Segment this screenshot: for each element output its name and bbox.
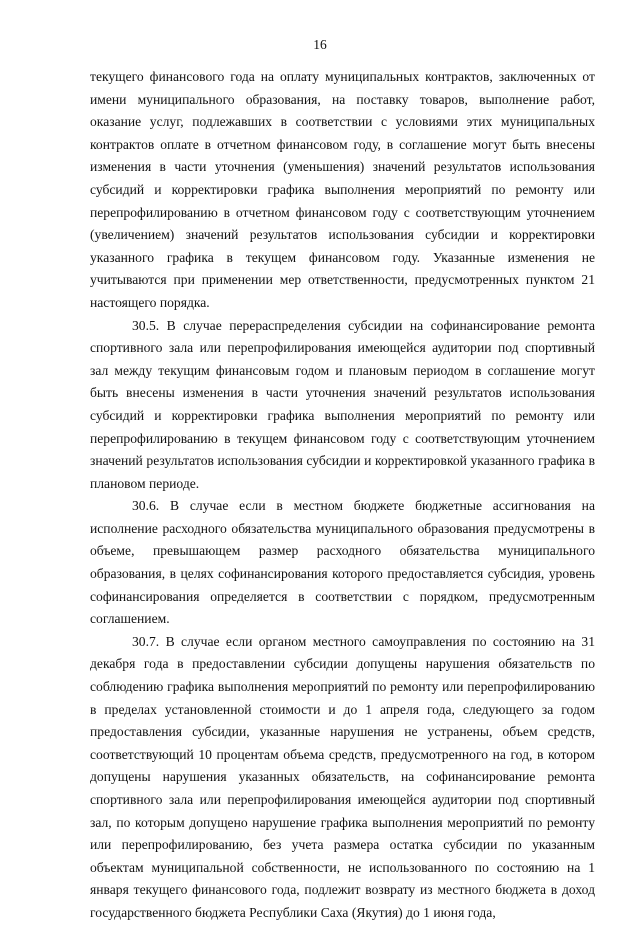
document-body <box>90 66 595 925</box>
paragraph-30-7: 30.7. В случае если органом местного самоуправления по состоянию на 31 декабря года в предоставлении субсидии допущены нарушения обязательств по соблюдению графика выполнения мероприятий по ремонту или перепрофилированию в пределах установленной стоимости и до 1 апреля года, следующего за годом предоставления субсидии, указанные нарушения не устранены, объем средств, соответствующий 10 процентам объема средств, предусмотренного на год, в котором допущены нарушения указанных обязательств, на софинансирование ремонта спортивного зала или перепрофилирования имеющейся аудитории под спортивный зал, по которым допущено нарушение графика выполнения мероприятий по ремонту или перепрофилированию, без учета размера остатка субсидии по указанным объектам муниципальной собственности, не использованного по состоянию на 1 января текущего финансового года, подлежит возврату из местного бюджета в доход государственного бюджета Республики Саха (Якутия) до 1 июня года, <box>90 633 595 920</box>
paragraph-30-5: 30.5. В случае перераспределения субсидии на софинансирование ремонта спортивного зала или перепрофилирования имеющейся аудитории под спортивный зал между текущим финансовым годом и плановым периодом в соглашение могут быть внесены изменения в части уточнения значений результатов использования субсидий и корректировки графика выполнения мероприятий по ремонту или перепрофилированию в текущем финансовом году с соответствующим уточнением значений результатов использования субсидии и корректировкой указанного графика в плановом периоде. <box>90 317 595 491</box>
paragraph-continuation: текущего финансового года на оплату муниципальных контрактов, заключенных от имени муниципального образования, на поставку товаров, выполнение работ, оказание услуг, подлежавших в соответствии с условиями этих муниципальных контрактов оплате в отчетном финансовом году, в соглашение могут быть внесены изменения в части уточнения (уменьшения) значений результатов использования субсидий и корректировки графика выполнения мероприятий по ремонту или перепрофилированию в отчетном финансовом году с соответствующим уточнением (увеличением) значений результатов использования субсидии и корректировки указанного графика в текущем финансовом году. Указанные изменения не учитываются при применении мер ответственности, предусмотренных пунктом 21 настоящего порядка. <box>90 69 595 310</box>
page-number: 16 <box>313 37 327 52</box>
paragraph-30-6: 30.6. В случае если в местном бюджете бюджетные ассигнования на исполнение расходного обязательства муниципального образования предусмотрены в объеме, превышающем размер расходного обязательства муниципального образования, в целях софинансирования которого предоставляется субсидия, уровень софинансирования определяется в соответствии с порядком, предусмотренным соглашением. <box>90 498 595 627</box>
